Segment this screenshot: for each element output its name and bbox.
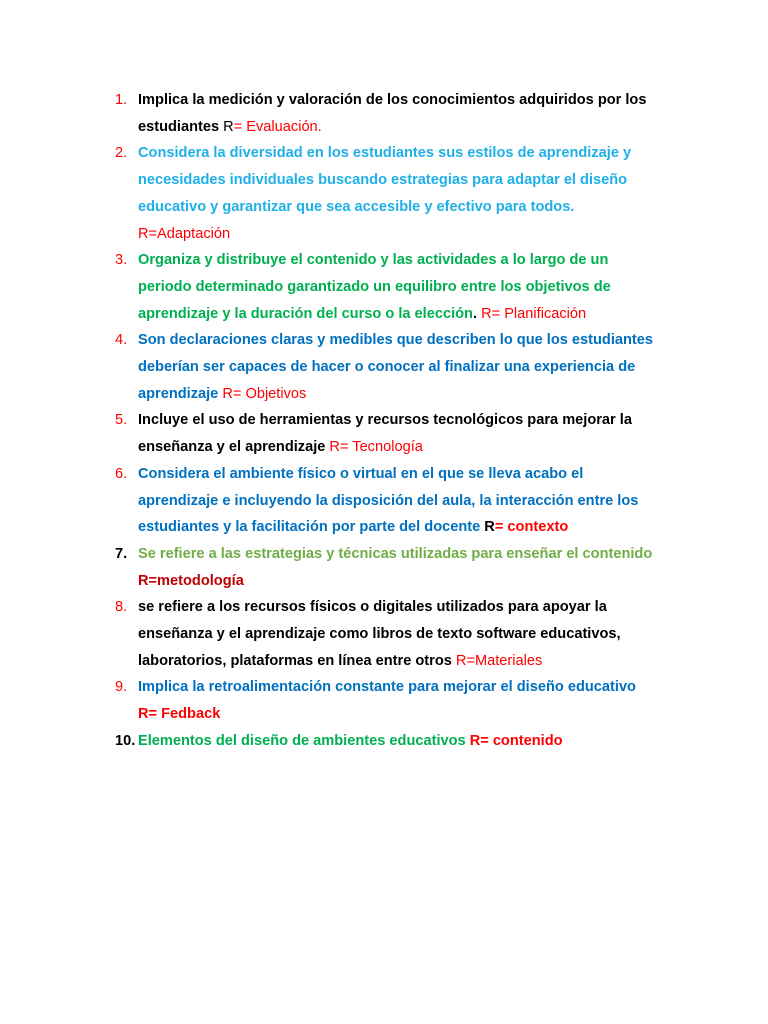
item-number: 6.: [115, 465, 128, 482]
list-item: [0, 728, 658, 755]
list-item: [0, 327, 658, 407]
item-answer: R=Materiales: [455, 652, 543, 669]
item-answer: R= Objetivos: [222, 385, 307, 402]
question-list: [0, 87, 658, 755]
item-answer: R= Planificación: [481, 305, 587, 322]
item-answer: R= Tecnología: [329, 439, 423, 456]
item-number: 2.: [115, 145, 128, 162]
list-item: [0, 541, 658, 594]
item-answer: = Evaluación.: [233, 118, 322, 135]
item-number: 1.: [115, 92, 128, 108]
list-item: [0, 461, 658, 541]
item-number: 3.: [115, 252, 128, 269]
item-number: 8.: [115, 599, 128, 616]
list-item: [0, 674, 658, 727]
item-answer-prefix: R: [484, 519, 495, 536]
list-item: [0, 87, 658, 140]
item-answer: R= contenido: [469, 732, 563, 749]
item-question: Considera el ambiente físico o virtual en el que se lleva acabo el aprendizaje e incluyendo la disposición del aula, la interacción entre los estudiantes y la facilitación por parte del docente: [138, 465, 639, 536]
item-question: se refiere a los recursos físicos o digitales utilizados para apoyar la enseñanza y el aprendizaje como libros de texto software educativos, laboratorios, plataformas en línea entre otros: [138, 599, 621, 669]
item-number: 7.: [115, 545, 128, 562]
item-number: 10.: [115, 732, 136, 749]
list-item: [0, 140, 658, 247]
item-answer: = contexto: [494, 519, 569, 536]
item-question: Organiza y distribuye el contenido y las actividades a lo largo de un periodo determinado garantizado un equilibro entre los objetivos de aprendizaje y la duración del curso o la elección: [138, 252, 611, 322]
item-answer-prefix: R: [223, 118, 234, 135]
item-question: Implica la medición y valoración de los conocimientos adquiridos por los estudiantes: [138, 92, 647, 135]
item-question: Considera la diversidad en los estudiantes sus estilos de aprendizaje y necesidades individuales buscando estrategias para adaptar el diseño educativo y garantizar que sea accesible y efectivo para todos.: [138, 145, 632, 215]
item-question: Implica la retroalimentación constante para mejorar el diseño educativo: [138, 679, 636, 696]
item-answer: R= Fedback: [138, 706, 221, 723]
item-question: Son declaraciones claras y medibles que describen lo que los estudiantes deberían ser capaces de hacer o conocer al finalizar una experiencia de aprendizaje: [138, 332, 654, 402]
item-number: 5.: [115, 412, 128, 429]
list-item: [0, 594, 658, 674]
item-number: 9.: [115, 679, 128, 696]
item-question-end: .: [472, 305, 482, 322]
item-question: Elementos del diseño de ambientes educativos: [138, 732, 470, 749]
item-answer: R=metodología: [138, 572, 244, 589]
list-item: [0, 247, 658, 327]
item-question: Se refiere a las estrategias y técnicas utilizadas para enseñar el contenido: [138, 545, 653, 562]
list-item: [0, 407, 658, 460]
item-number: 4.: [115, 332, 128, 349]
item-answer: R=Adaptación: [138, 225, 231, 242]
item-question: Incluye el uso de herramientas y recursos tecnológicos para mejorar la enseñanza y el aprendizaje: [138, 412, 632, 456]
